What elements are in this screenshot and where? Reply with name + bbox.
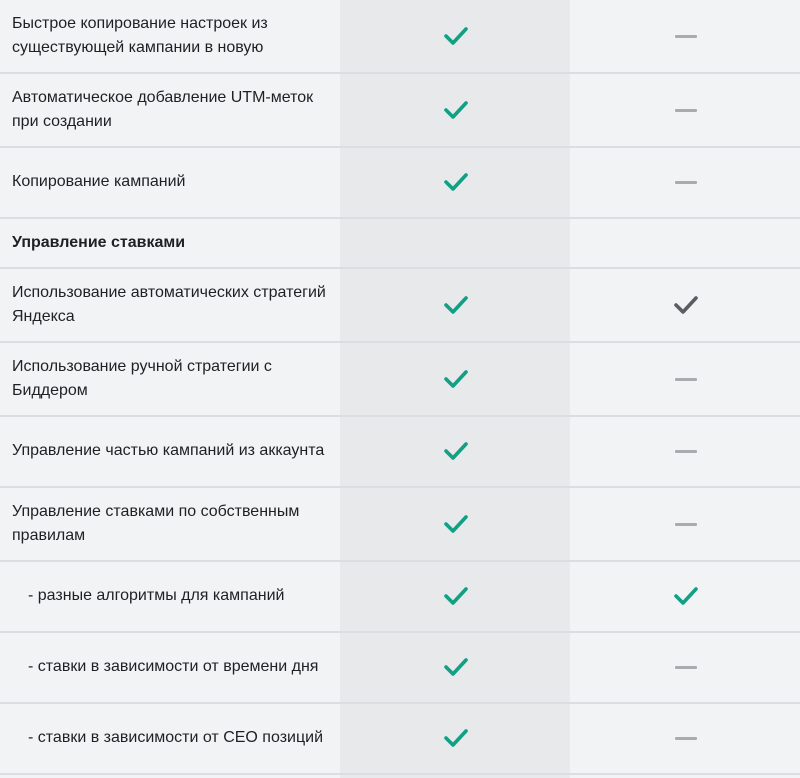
table-row xyxy=(0,633,800,704)
check-icon xyxy=(441,652,471,682)
table-row xyxy=(0,269,800,343)
dash-icon xyxy=(671,509,701,539)
section-title: Управление ставками xyxy=(12,234,186,251)
feature-label: - ставки в зависимости от СЕО позиций xyxy=(28,729,323,746)
check-icon xyxy=(441,581,471,611)
check-icon xyxy=(441,167,471,197)
feature-label: - ставки в зависимости от времени дня xyxy=(28,658,319,675)
dash-icon xyxy=(671,364,701,394)
check-icon xyxy=(441,723,471,753)
check-icon xyxy=(441,95,471,125)
feature-label: Управление частью кампаний из аккаунта xyxy=(12,442,325,459)
check-icon xyxy=(441,21,471,51)
check-gray-icon xyxy=(671,290,701,320)
feature-label: Использование ручной стратегии с Биддером xyxy=(12,358,272,399)
feature-label: Использование автоматических стратегий Яндекса xyxy=(12,284,326,325)
table-row xyxy=(0,417,800,488)
feature-label: Копирование кампаний xyxy=(12,173,186,190)
table-row xyxy=(0,562,800,633)
check-icon xyxy=(441,290,471,320)
table-row xyxy=(0,74,800,148)
feature-label: Быстрое копирование настроек из существующей кампании в новую xyxy=(12,15,268,56)
feature-label: Управление ставками по собственным правилам xyxy=(12,503,300,544)
section-header-row xyxy=(0,219,800,269)
dash-icon xyxy=(671,95,701,125)
table-row xyxy=(0,704,800,775)
dash-icon xyxy=(671,436,701,466)
table-row xyxy=(0,343,800,417)
table-row xyxy=(0,488,800,562)
check-icon xyxy=(441,436,471,466)
dash-icon xyxy=(671,652,701,682)
feature-label: Автоматическое добавление UTM-меток при создании xyxy=(12,89,314,130)
check-icon xyxy=(441,509,471,539)
check-icon xyxy=(441,364,471,394)
table-row xyxy=(0,148,800,219)
table-row xyxy=(0,0,800,74)
dash-icon xyxy=(671,167,701,197)
check-icon xyxy=(671,581,701,611)
dash-icon xyxy=(671,21,701,51)
dash-icon xyxy=(671,723,701,753)
feature-label: - разные алгоритмы для кампаний xyxy=(28,587,285,604)
